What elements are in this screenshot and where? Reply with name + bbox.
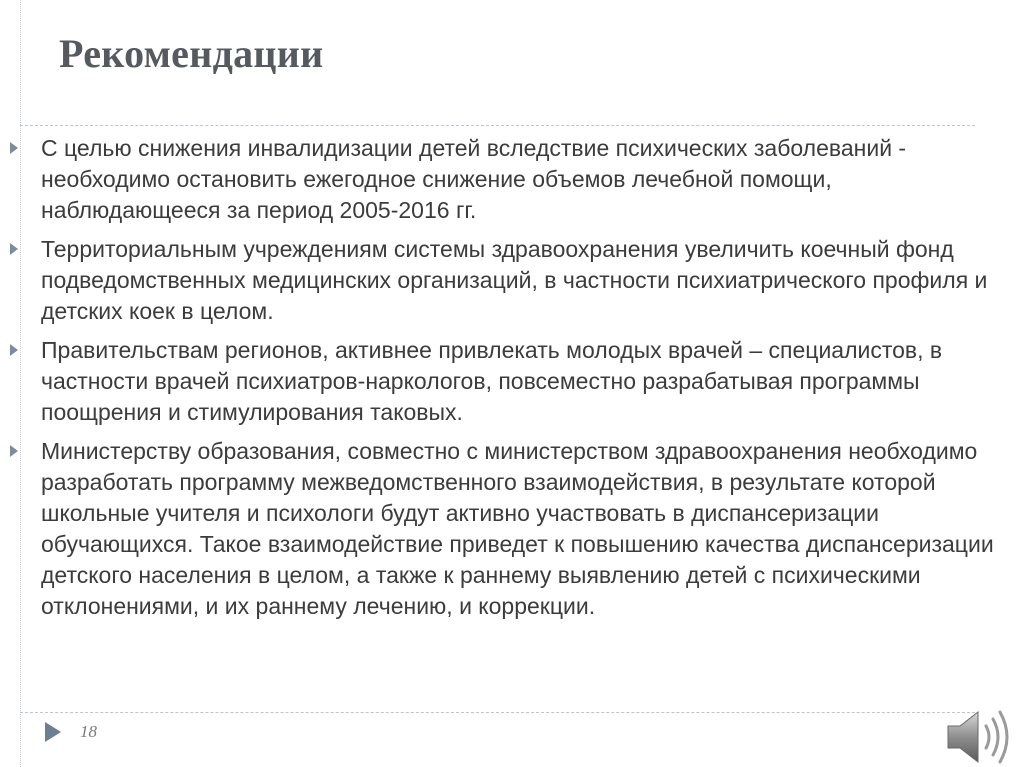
triangle-bullet-icon	[10, 142, 18, 154]
bullet-text: Правительствам регионов, активнее привлекать молодых врачей – специалистов, в частности врачей психиатров-наркологов, повсеместно разрабатывая программы поощрения и стимулирования таковых.	[41, 337, 943, 425]
page-number: 18	[80, 722, 97, 741]
bullet-list	[10, 133, 1010, 630]
triangle-arrow-icon	[45, 722, 61, 742]
bullet-item	[10, 436, 1010, 622]
bullet-text: С целью снижения инвалидизации детей вследствие психических заболеваний - необходимо остановить ежегодное снижение объемов лечебной помощи, наблюдающееся за период 2005-2016 гг.	[41, 135, 907, 223]
triangle-bullet-icon	[10, 344, 18, 356]
triangle-bullet-icon	[10, 243, 18, 255]
footer-separator	[20, 712, 975, 713]
speaker-icon[interactable]	[938, 704, 1018, 766]
title-separator	[20, 125, 975, 126]
bullet-item	[10, 234, 1010, 327]
bullet-item	[10, 133, 1010, 226]
bullet-text: Министерству образования, совместно с министерством здравоохранения необходимо разработать программу межведомственного взаимодействия, в результате которой школьные учителя и психологи будут активно участвовать в диспансеризации обучающихся. Такое взаимодействие приведет к повышению качества диспансеризации детского населения в целом, а также к раннему выявлению детей с психическими отклонениями, и их раннему лечению, и коррекции.	[41, 438, 994, 619]
slide-title: Рекомендации	[59, 31, 324, 76]
bullet-item	[10, 335, 1010, 428]
bullet-text: Территориальным учреждениям системы здравоохранения увеличить коечный фонд подведомственных медицинских организаций, в частности психиатрического профиля и детских коек в целом.	[41, 236, 988, 324]
triangle-bullet-icon	[10, 445, 18, 457]
